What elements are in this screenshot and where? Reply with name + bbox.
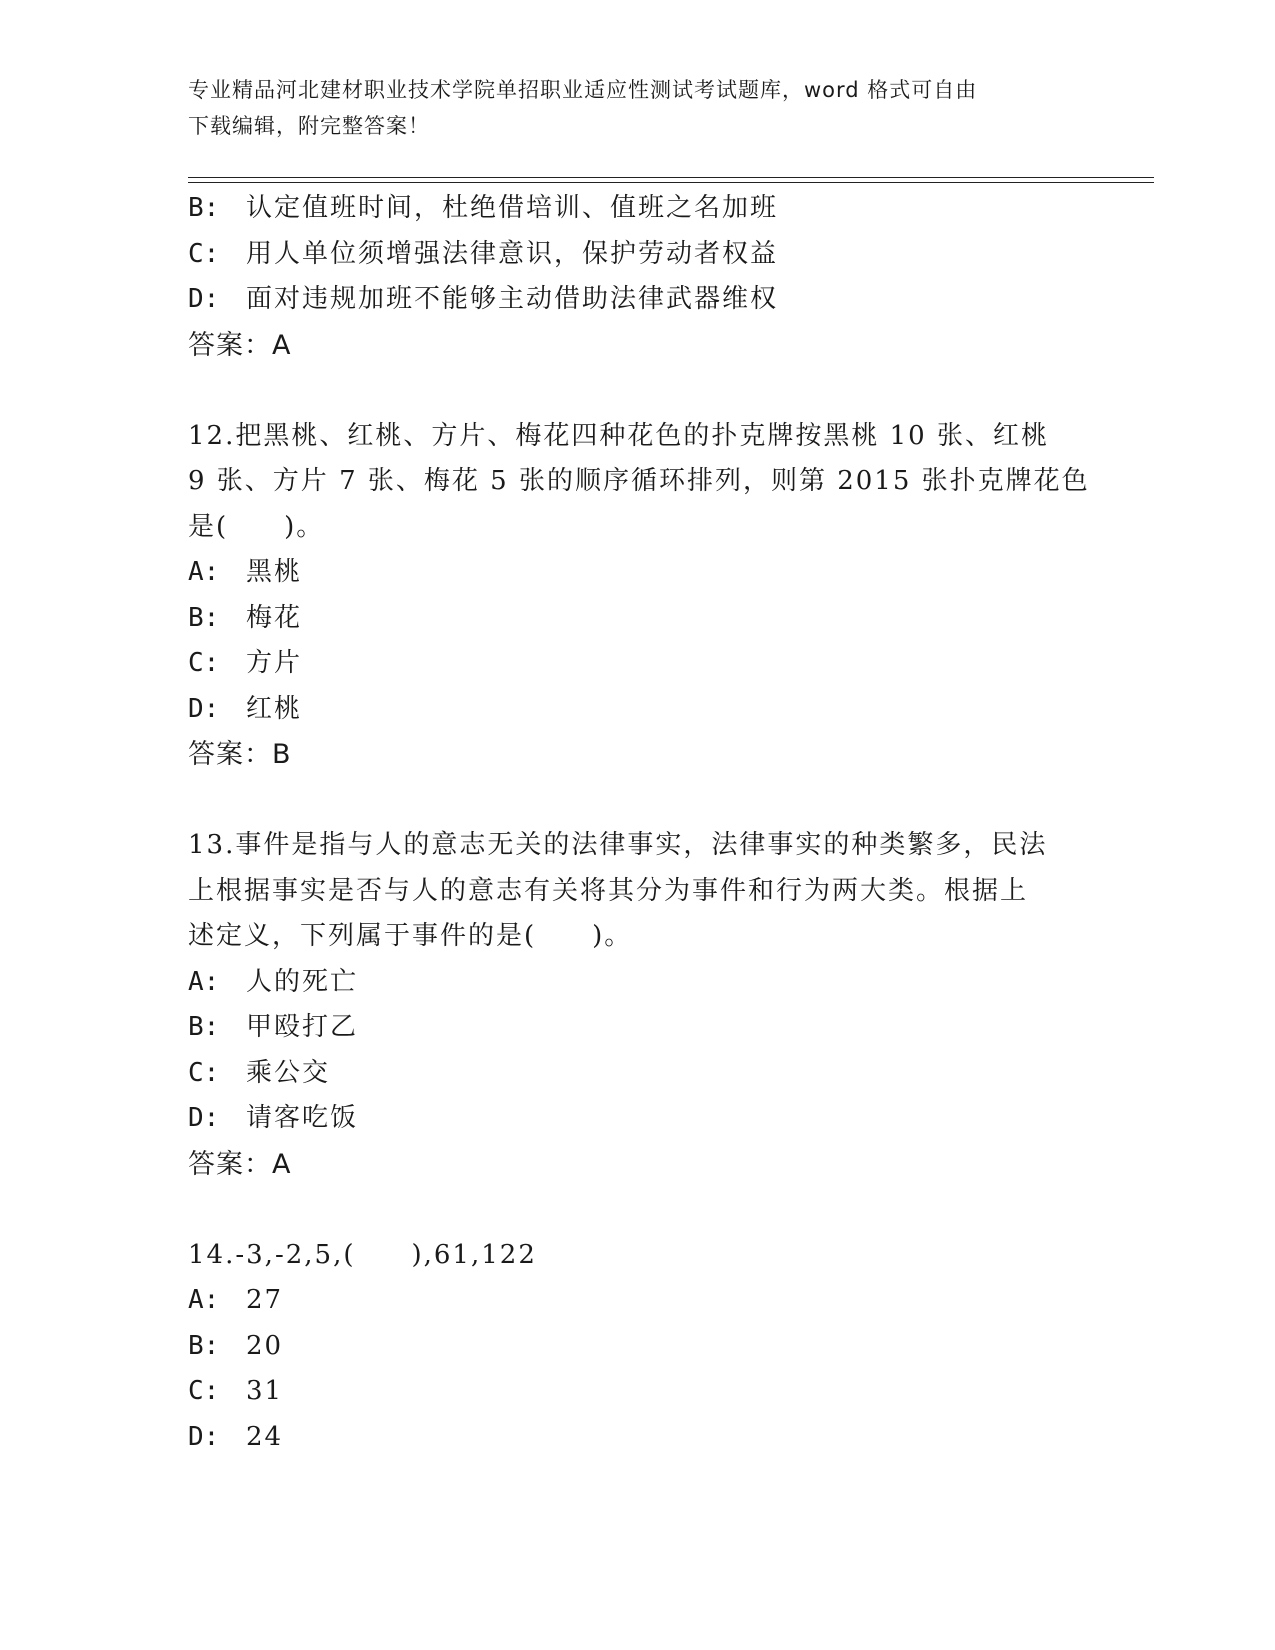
option-text: 黑桃 — [246, 557, 303, 587]
option-text: 请客吃饭 — [246, 1103, 359, 1133]
option-d — [188, 687, 1088, 733]
answer-line: 答案：A — [188, 329, 292, 361]
question-text-line: 述定义，下列属于事件的是( )。 — [188, 921, 633, 951]
option-b — [188, 186, 1088, 232]
option-letter: B: — [188, 602, 220, 633]
option-letter: B: — [188, 1012, 220, 1042]
header-line-2: 下载编辑，附完整答案！ — [188, 114, 430, 138]
option-letter: D: — [188, 693, 220, 724]
document-header — [188, 72, 1068, 144]
option-text: 乘公交 — [246, 1057, 331, 1088]
question-text-line: 13.事件是指与人的意志无关的法律事实，法律事实的种类繁多，民法 — [188, 830, 1048, 860]
option-text: 认定值班时间，杜绝借培训、值班之名加班 — [246, 193, 779, 223]
option-text: 20 — [246, 1330, 284, 1361]
spacer — [188, 1187, 1088, 1233]
option-c — [188, 641, 1088, 687]
answer-line: 答案：B — [188, 739, 292, 770]
option-letter: B: — [188, 193, 220, 223]
option-letter: A: — [188, 1285, 220, 1315]
option-text: 27 — [246, 1285, 284, 1315]
question-12 — [188, 414, 1088, 778]
option-d — [188, 277, 1088, 323]
option-letter: C: — [188, 1057, 220, 1088]
option-b — [188, 1005, 1088, 1051]
spacer — [188, 778, 1088, 824]
question-text-line: 9 张、方片 7 张、梅花 5 张的顺序循环排列，则第 2015 张扑克牌花色 — [188, 466, 1090, 496]
option-text: 红桃 — [246, 693, 303, 724]
option-b — [188, 1324, 1088, 1370]
option-letter: A: — [188, 557, 220, 587]
option-a — [188, 550, 1088, 596]
question-text-line: 12.把黑桃、红桃、方片、梅花四种花色的扑克牌按黑桃 10 张、红桃 — [188, 420, 1049, 451]
header-line-1: 专业精品河北建材职业技术学院单招职业适应性测试考试题库，word 格式可自由 — [188, 78, 978, 102]
header-rule-top — [188, 177, 1154, 178]
option-text: 方片 — [246, 648, 303, 678]
option-text: 梅花 — [246, 602, 303, 633]
option-d — [188, 1415, 1088, 1461]
option-c — [188, 1051, 1088, 1097]
option-text: 面对违规加班不能够主动借助法律武器维权 — [246, 284, 779, 314]
option-letter: A: — [188, 966, 220, 997]
header-rule-bottom — [188, 182, 1154, 183]
option-a — [188, 960, 1088, 1006]
option-letter: C: — [188, 238, 220, 269]
option-letter: D: — [188, 1103, 220, 1133]
question-13 — [188, 823, 1088, 1187]
option-text: 人的死亡 — [246, 966, 359, 997]
option-text: 甲殴打乙 — [246, 1012, 359, 1042]
question-content — [188, 186, 1088, 1460]
question-text-line: 14.-3,-2,5,( ),61,122 — [188, 1239, 537, 1270]
option-text: 31 — [246, 1376, 284, 1406]
option-letter: C: — [188, 648, 220, 678]
option-text: 24 — [246, 1421, 284, 1452]
option-letter: D: — [188, 284, 220, 314]
option-text: 用人单位须增强法律意识，保护劳动者权益 — [246, 238, 779, 269]
option-c — [188, 232, 1088, 278]
question-11-tail — [188, 186, 1088, 368]
spacer — [188, 368, 1088, 414]
question-14 — [188, 1233, 1088, 1461]
option-a — [188, 1278, 1088, 1324]
option-c — [188, 1369, 1088, 1415]
option-b — [188, 596, 1088, 642]
question-text-line: 上根据事实是否与人的意志有关将其分为事件和行为两大类。根据上 — [188, 875, 1029, 906]
answer-line: 答案：A — [188, 1148, 292, 1180]
question-text-line: 是( )。 — [188, 511, 325, 542]
option-letter: C: — [188, 1376, 220, 1406]
option-letter: D: — [188, 1421, 220, 1452]
option-d — [188, 1096, 1088, 1142]
option-letter: B: — [188, 1330, 220, 1361]
